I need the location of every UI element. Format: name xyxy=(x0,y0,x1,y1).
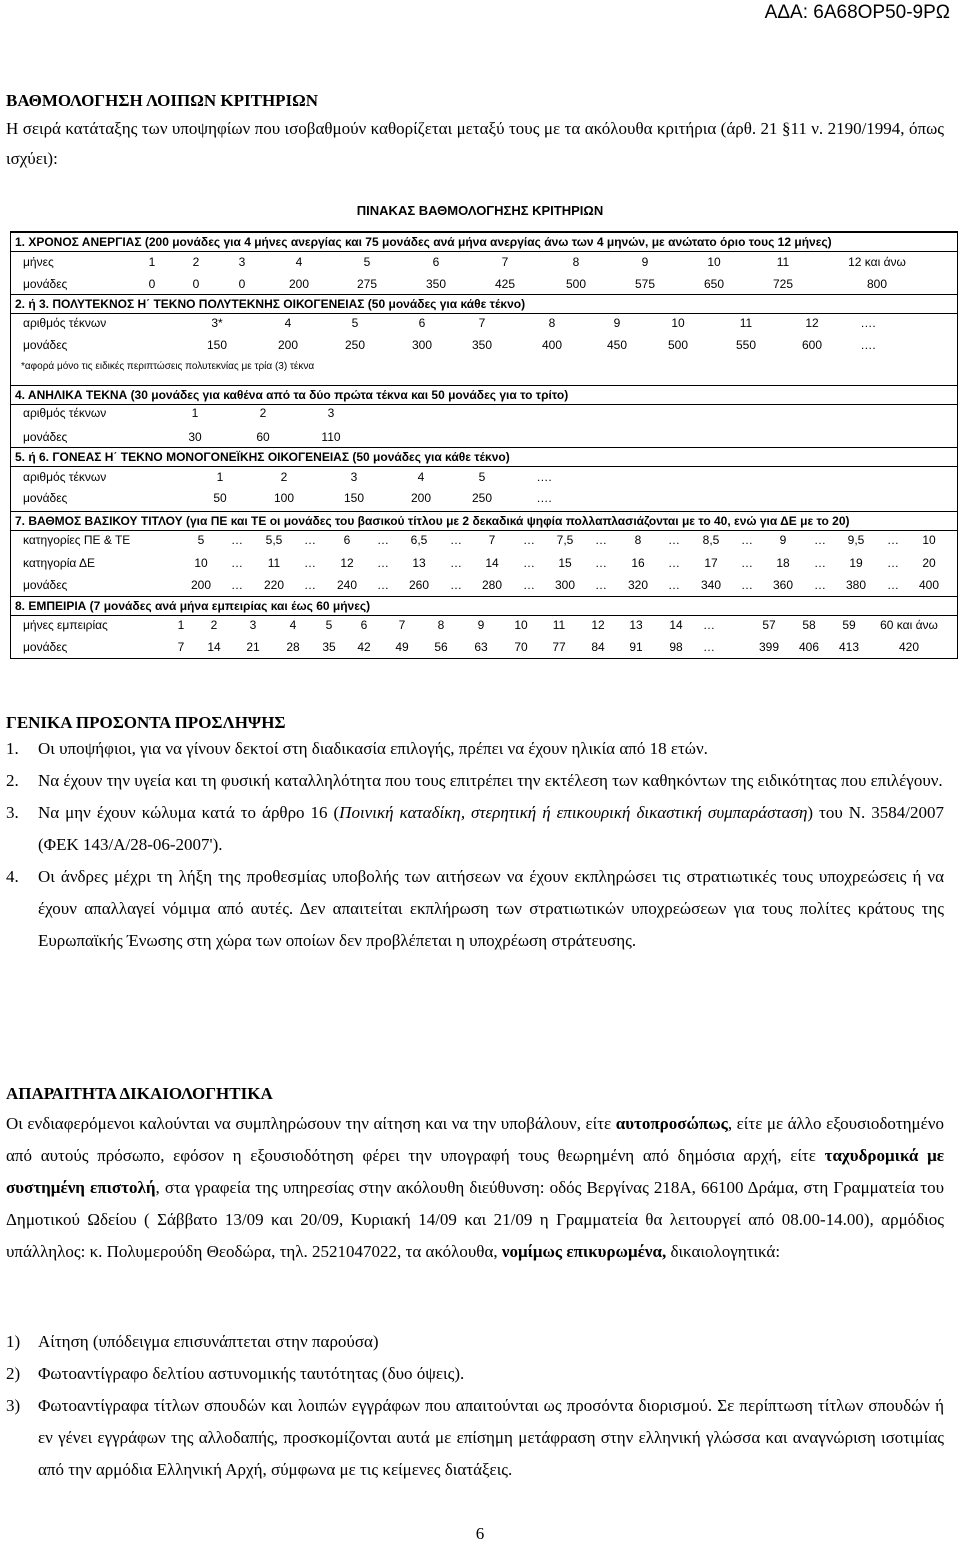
table-row xyxy=(11,554,957,572)
table-cell: 5 xyxy=(325,618,333,632)
table-cell: … xyxy=(595,533,607,547)
table-cell: 260 xyxy=(408,578,430,592)
table-cell: 0 xyxy=(192,277,200,291)
table-row xyxy=(11,428,957,446)
table-cell: 5 xyxy=(363,255,371,269)
table-cell: 11 xyxy=(776,255,790,269)
table-cell: 2 xyxy=(210,618,218,632)
table-cell: 4 xyxy=(295,255,303,269)
table-cell: 575 xyxy=(634,277,656,291)
table-cell: 98 xyxy=(669,640,683,654)
table-cell: 9 xyxy=(613,316,621,330)
table-cell: 8 xyxy=(634,533,642,547)
table-cell: 380 xyxy=(845,578,867,592)
table-cell: 6,5 xyxy=(410,533,428,547)
row-label: μήνες εμπειρίας xyxy=(23,618,108,632)
table-cell: 450 xyxy=(606,338,628,352)
footnote: *αφορά μόνο τις ειδικές περιπτώσεις πολυτεκνίας με τρία (3) τέκνα xyxy=(21,361,315,372)
table-cell: … xyxy=(595,556,607,570)
table-cell: … xyxy=(595,578,607,592)
table-cell: … xyxy=(741,533,753,547)
table-cell: … xyxy=(450,578,462,592)
table-section-header: 4. ΑΝΗΛΙΚΑ ΤΕΚΝΑ (30 μονάδες για καθένα από τα δύο πρώτα τέκνα και 50 μονάδες για το τρίτο) xyxy=(11,385,957,405)
table-row xyxy=(11,489,957,507)
table-cell: 8,5 xyxy=(702,533,720,547)
table-cell: 18 xyxy=(776,556,790,570)
table-cell: 5,5 xyxy=(265,533,283,547)
qualifications-list xyxy=(6,733,944,957)
table-cell: 11 xyxy=(267,556,281,570)
table-cell: 12 xyxy=(340,556,354,570)
table-cell: 14 xyxy=(669,618,683,632)
table-cell: … xyxy=(741,578,753,592)
table-section-header: 2. ή 3. ΠΟΛΥΤΕΚΝΟΣ Η΄ ΤΕΚΝΟ ΠΟΛΥΤΕΚΝΗΣ ΟΙΚΟΓΕΝΕΙΑΣ (50 μονάδες για κάθε τέκνο) xyxy=(11,294,957,314)
row-label: κατηγορία ΔΕ xyxy=(23,556,95,570)
table-cell: 340 xyxy=(700,578,722,592)
table-row xyxy=(11,576,957,594)
table-cell: 17 xyxy=(704,556,718,570)
table-cell: 650 xyxy=(703,277,725,291)
table-section-header: 7. ΒΑΘΜΟΣ ΒΑΣΙΚΟΥ ΤΙΤΛΟΥ (για ΠΕ και ΤΕ οι μονάδες του βασικού τίτλου με 2 δεκαδικά ψηφία πολλαπλασιάζονται με το 40, ενώ για ΔΕ με το 20) xyxy=(11,511,957,531)
table-cell: … xyxy=(304,556,316,570)
table-cell: 5 xyxy=(351,316,359,330)
table-cell: … xyxy=(377,556,389,570)
table-cell: 200 xyxy=(190,578,212,592)
table-cell: … xyxy=(741,556,753,570)
table-cell: …. xyxy=(860,338,876,352)
table-cell: 4 xyxy=(284,316,292,330)
table-cell: 600 xyxy=(801,338,823,352)
table-cell: … xyxy=(450,533,462,547)
list-item: 2) Φωτοαντίγραφο δελτίου αστυνομικής ταυτότητας (δυο όψεις). xyxy=(6,1364,465,1383)
table-cell: 11 xyxy=(739,316,753,330)
table-cell: 5 xyxy=(197,533,205,547)
table-cell: 300 xyxy=(411,338,433,352)
table-cell: 7 xyxy=(398,618,406,632)
section-title-documents: ΑΠΑΡΑΙΤΗΤΑ ΔΙΚΑΙΟΛΟΓΗΤΙΚΑ xyxy=(6,1084,273,1103)
table-cell: … xyxy=(668,556,680,570)
table-cell: 350 xyxy=(425,277,447,291)
table-cell: 420 xyxy=(898,640,920,654)
table-cell: 9 xyxy=(779,533,787,547)
row-label: αριθμός τέκνων xyxy=(23,406,107,420)
table-cell: 59 xyxy=(842,618,856,632)
table-cell: 7 xyxy=(478,316,486,330)
table-cell: 6 xyxy=(343,533,351,547)
row-label: μονάδες xyxy=(23,338,68,352)
list-item: 4. Οι άνδρες μέχρι τη λήξη της προθεσμίας υποβολής των αιτήσεων να έχουν εκπληρώσει τις στρατιωτικές τους υποχρεώσεις ή να έχουν απαλλαγεί νόμιμα από αυτές. Δεν απαιτείται εκπλήρωση των στρατιωτικών υποχρεώσεων για τους πολίτες κράτους της Ευρωπαϊκής Ένωσης στη χώρα των οποίων δεν προβλέπεται η υποχρέωση στράτευσης. xyxy=(6,867,944,950)
table-cell: 14 xyxy=(485,556,499,570)
documents-list xyxy=(6,1326,944,1486)
criteria-intro: Η σειρά κατάταξης των υποψηφίων που ισοβαθμούν καθορίζεται μεταξύ τους με τα ακόλουθα κριτήρια (άρθ. 21 §11 ν. 2190/1994, όπως ισχύει): xyxy=(6,119,944,168)
table-row xyxy=(11,616,957,634)
table-row xyxy=(11,275,957,293)
table-cell: … xyxy=(231,556,243,570)
list-item: 1) Αίτηση (υπόδειγμα επισυνάπτεται στην παρούσα) xyxy=(6,1332,379,1351)
table-cell: 11 xyxy=(552,618,566,632)
row-label: μονάδες xyxy=(23,640,68,654)
table-cell: 10 xyxy=(707,255,721,269)
table-cell: 1 xyxy=(191,406,199,420)
table-cell: 84 xyxy=(591,640,605,654)
table-cell: 14 xyxy=(207,640,221,654)
table-cell: 350 xyxy=(471,338,493,352)
table-cell: 550 xyxy=(735,338,757,352)
table-cell: 413 xyxy=(838,640,860,654)
table-cell: 399 xyxy=(758,640,780,654)
table-cell: … xyxy=(703,640,715,654)
table-cell: 150 xyxy=(343,491,365,505)
row-label: μονάδες xyxy=(23,430,68,444)
table-cell: … xyxy=(887,533,899,547)
table-cell: 10 xyxy=(514,618,528,632)
table-cell: 10 xyxy=(194,556,208,570)
table-cell: 70 xyxy=(514,640,528,654)
table-cell: 56 xyxy=(434,640,448,654)
table-cell: 3 xyxy=(238,255,246,269)
table-row xyxy=(11,404,957,422)
list-item: 3) Φωτοαντίγραφα τίτλων σπουδών και λοιπών εγγράφων που απαιτούνται ως προσόντα διορισμού. Σε περίπτωση τίτλων σπουδών ή εν γένει εγγράφων της αλλοδαπής, προσκομίζονται αυτά με επίσημη μετάφραση στην ελληνική γλώσσα και αναγνώριση ισοτιμίας από την αρμόδια Ελληνική Αρχή, σύμφωνα με τις κείμενες διατάξεις. xyxy=(6,1396,944,1479)
table-cell: …. xyxy=(860,316,876,330)
table-cell: 12 xyxy=(591,618,605,632)
table-cell: 6 xyxy=(418,316,426,330)
table-cell: 63 xyxy=(474,640,488,654)
table-row xyxy=(11,253,957,271)
table-cell: 400 xyxy=(541,338,563,352)
table-cell: 58 xyxy=(802,618,816,632)
table-cell: 91 xyxy=(629,640,643,654)
table-cell: … xyxy=(668,578,680,592)
table-cell: … xyxy=(231,578,243,592)
table-cell: 150 xyxy=(206,338,228,352)
table-cell: … xyxy=(231,533,243,547)
table-cell: 60 και άνω xyxy=(880,618,938,632)
table-cell: 275 xyxy=(356,277,378,291)
table-cell: 800 xyxy=(866,277,888,291)
table-cell: 35 xyxy=(322,640,336,654)
table-cell: 12 xyxy=(805,316,819,330)
table-cell: 4 xyxy=(417,470,425,484)
table-cell: 3* xyxy=(211,316,223,330)
table-cell: 60 xyxy=(256,430,270,444)
row-label: αριθμός τέκνων xyxy=(23,470,107,484)
table-cell: 9 xyxy=(641,255,649,269)
table-cell: 1 xyxy=(216,470,224,484)
table-cell: 250 xyxy=(344,338,366,352)
table-cell: 200 xyxy=(288,277,310,291)
table-cell: 6 xyxy=(360,618,368,632)
row-label: μονάδες xyxy=(23,578,68,592)
table-cell: 8 xyxy=(548,316,556,330)
table-cell: 2 xyxy=(259,406,267,420)
table-cell: 7 xyxy=(177,640,185,654)
table-cell: 30 xyxy=(188,430,202,444)
table-cell: … xyxy=(703,618,715,632)
table-cell: 9 xyxy=(477,618,485,632)
table-cell: 5 xyxy=(478,470,486,484)
table-cell: 1 xyxy=(148,255,156,269)
table-cell: 9,5 xyxy=(847,533,865,547)
table-section-header: 1. ΧΡΟΝΟΣ ΑΝΕΡΓΙΑΣ (200 μονάδες για 4 μήνες ανεργίας και 75 μονάδες ανά μήνα ανεργίας άνω των 4 μηνών, με ανώτατο όριο τους 12 μήνες) xyxy=(11,232,957,252)
table-row xyxy=(11,314,957,332)
table-cell: 19 xyxy=(849,556,863,570)
scoring-table xyxy=(10,231,958,659)
table-cell: 6 xyxy=(432,255,440,269)
section-title-criteria: ΒΑΘΜΟΛΟΓΗΣΗ ΛΟΙΠΩΝ ΚΡΙΤΗΡΙΩΝ xyxy=(6,91,319,110)
table-cell: 2 xyxy=(280,470,288,484)
row-label: κατηγορίες ΠΕ & ΤΕ xyxy=(23,533,131,547)
table-cell: 7 xyxy=(501,255,509,269)
row-label: αριθμός τέκνων xyxy=(23,316,107,330)
row-label: μονάδες xyxy=(23,491,68,505)
table-cell: … xyxy=(523,578,535,592)
table-cell: 406 xyxy=(798,640,820,654)
table-cell: 400 xyxy=(918,578,940,592)
table-cell: 3 xyxy=(249,618,257,632)
table-cell: 500 xyxy=(667,338,689,352)
table-cell: 300 xyxy=(554,578,576,592)
table-cell: 4 xyxy=(289,618,297,632)
table-cell: 200 xyxy=(277,338,299,352)
row-label: μήνες xyxy=(23,255,54,269)
table-cell: 2 xyxy=(192,255,200,269)
table-cell: 725 xyxy=(772,277,794,291)
table-cell: … xyxy=(814,556,826,570)
table-cell: 21 xyxy=(246,640,260,654)
table-section-header: 8. ΕΜΠΕΙΡΙΑ (7 μονάδες ανά μήνα εμπειρίας και έως 60 μήνες) xyxy=(11,596,957,616)
table-cell: 500 xyxy=(565,277,587,291)
table-cell: 57 xyxy=(762,618,776,632)
table-cell: … xyxy=(814,533,826,547)
table-cell: … xyxy=(377,578,389,592)
table-cell: 15 xyxy=(558,556,572,570)
section-title-qualifications: ΓΕΝΙΚΑ ΠΡΟΣΟΝΤΑ ΠΡΟΣΛΗΨΗΣ xyxy=(6,713,286,732)
documents-intro: Οι ενδιαφερόμενοι καλούνται να συμπληρώσουν την αίτηση και να την υποβάλουν, είτε αυτοπροσώπως, είτε με άλλο εξουσιοδοτημένο από αυτούς πρόσωπο, εφόσον η εξουσιοδότηση φέρει την υπογραφή τους θεωρημένη από δημόσια αρχή, είτε ταχυδρομικά με συστημένη επιστολή, στα γραφεία της υπηρεσίας στην ακόλουθη διεύθυνση: οδός Βεργίνας 218Α, 66100 Δράμα, στη Γραμματεία του Δημοτικού Ωδείου ( Σάββατο 13/09 και 20/09, Κυριακή 14/09 και 21/09 η Γραμματεία θα λειτουργεί από 08.00-14.00), αρμόδιος υπάλληλος: κ. Πολυμερούδη Θεοδώρα, τηλ. 2521047022, τα ακόλουθα, νομίμως επικυρωμένα, δικαιολογητικά: xyxy=(6,1114,944,1261)
table-cell: 7,5 xyxy=(556,533,574,547)
table-cell: 8 xyxy=(572,255,580,269)
table-cell: … xyxy=(814,578,826,592)
row-label: μονάδες xyxy=(23,277,68,291)
table-cell: 28 xyxy=(286,640,300,654)
page-number: 6 xyxy=(475,1524,485,1543)
table-cell: 42 xyxy=(357,640,371,654)
table-cell: 7 xyxy=(488,533,496,547)
list-item: 1. Οι υποψήφιοι, για να γίνουν δεκτοί στη διαδικασία επιλογής, πρέπει να έχουν ηλικία από 18 ετών. xyxy=(6,739,708,758)
table-row xyxy=(11,468,957,486)
table-cell: 320 xyxy=(627,578,649,592)
table-cell: 13 xyxy=(629,618,643,632)
table-cell: 12 και άνω xyxy=(848,255,906,269)
table-cell: 0 xyxy=(148,277,156,291)
table-cell: 8 xyxy=(437,618,445,632)
table-cell: …. xyxy=(536,491,552,505)
document-code: ΑΔΑ: 6Α68ΟΡ50-9ΡΩ xyxy=(764,2,950,23)
table-cell: … xyxy=(523,556,535,570)
list-item: 2. Να έχουν την υγεία και τη φυσική καταλληλότητα που τους επιτρέπει την εκτέλεση των καθηκόντων της ειδικότητας που επιλέγουν. xyxy=(6,771,943,790)
table-cell: 10 xyxy=(922,533,936,547)
table-cell: 110 xyxy=(321,430,341,444)
table-cell: 20 xyxy=(922,556,936,570)
table-cell: … xyxy=(523,533,535,547)
table-title: ΠΙΝΑΚΑΣ ΒΑΘΜΟΛΟΓΗΣΗΣ ΚΡΙΤΗΡΙΩΝ xyxy=(356,203,604,218)
table-section-header: 5. ή 6. ΓΟΝΕΑΣ Η΄ ΤΕΚΝΟ ΜΟΝΟΓΟΝΕΪΚΗΣ ΟΙΚΟΓΕΝΕΙΑΣ (50 μονάδες για κάθε τέκνο) xyxy=(11,447,957,467)
table-cell: 3 xyxy=(350,470,358,484)
table-cell: 1 xyxy=(177,618,185,632)
table-cell: … xyxy=(450,556,462,570)
table-cell: 0 xyxy=(238,277,246,291)
table-cell: … xyxy=(304,578,316,592)
table-cell: 240 xyxy=(336,578,358,592)
table-cell: 77 xyxy=(552,640,566,654)
table-cell: 49 xyxy=(395,640,409,654)
table-cell: 200 xyxy=(410,491,432,505)
table-row xyxy=(11,531,957,549)
table-cell: 3 xyxy=(327,406,335,420)
table-cell: 50 xyxy=(213,491,227,505)
table-cell: 100 xyxy=(273,491,295,505)
table-cell: … xyxy=(887,578,899,592)
table-cell: 250 xyxy=(471,491,493,505)
table-cell: 16 xyxy=(631,556,645,570)
table-cell: 425 xyxy=(494,277,516,291)
list-item: 3. Να μην έχουν κώλυμα κατά το άρθρο 16 (Ποινική καταδίκη, στερητική ή επικουρική δικαστική συμπαράσταση) του Ν. 3584/2007 (ΦΕΚ 143/Α/28-06-2007'). xyxy=(6,803,944,854)
table-cell: 220 xyxy=(263,578,285,592)
table-cell: 360 xyxy=(772,578,794,592)
table-cell: … xyxy=(668,533,680,547)
table-cell: 280 xyxy=(481,578,503,592)
table-cell: 10 xyxy=(671,316,685,330)
table-row xyxy=(11,336,957,354)
table-cell: … xyxy=(304,533,316,547)
table-cell: … xyxy=(887,556,899,570)
table-cell: …. xyxy=(536,470,552,484)
table-cell: 13 xyxy=(412,556,426,570)
table-cell: … xyxy=(377,533,389,547)
table-row xyxy=(11,638,957,656)
